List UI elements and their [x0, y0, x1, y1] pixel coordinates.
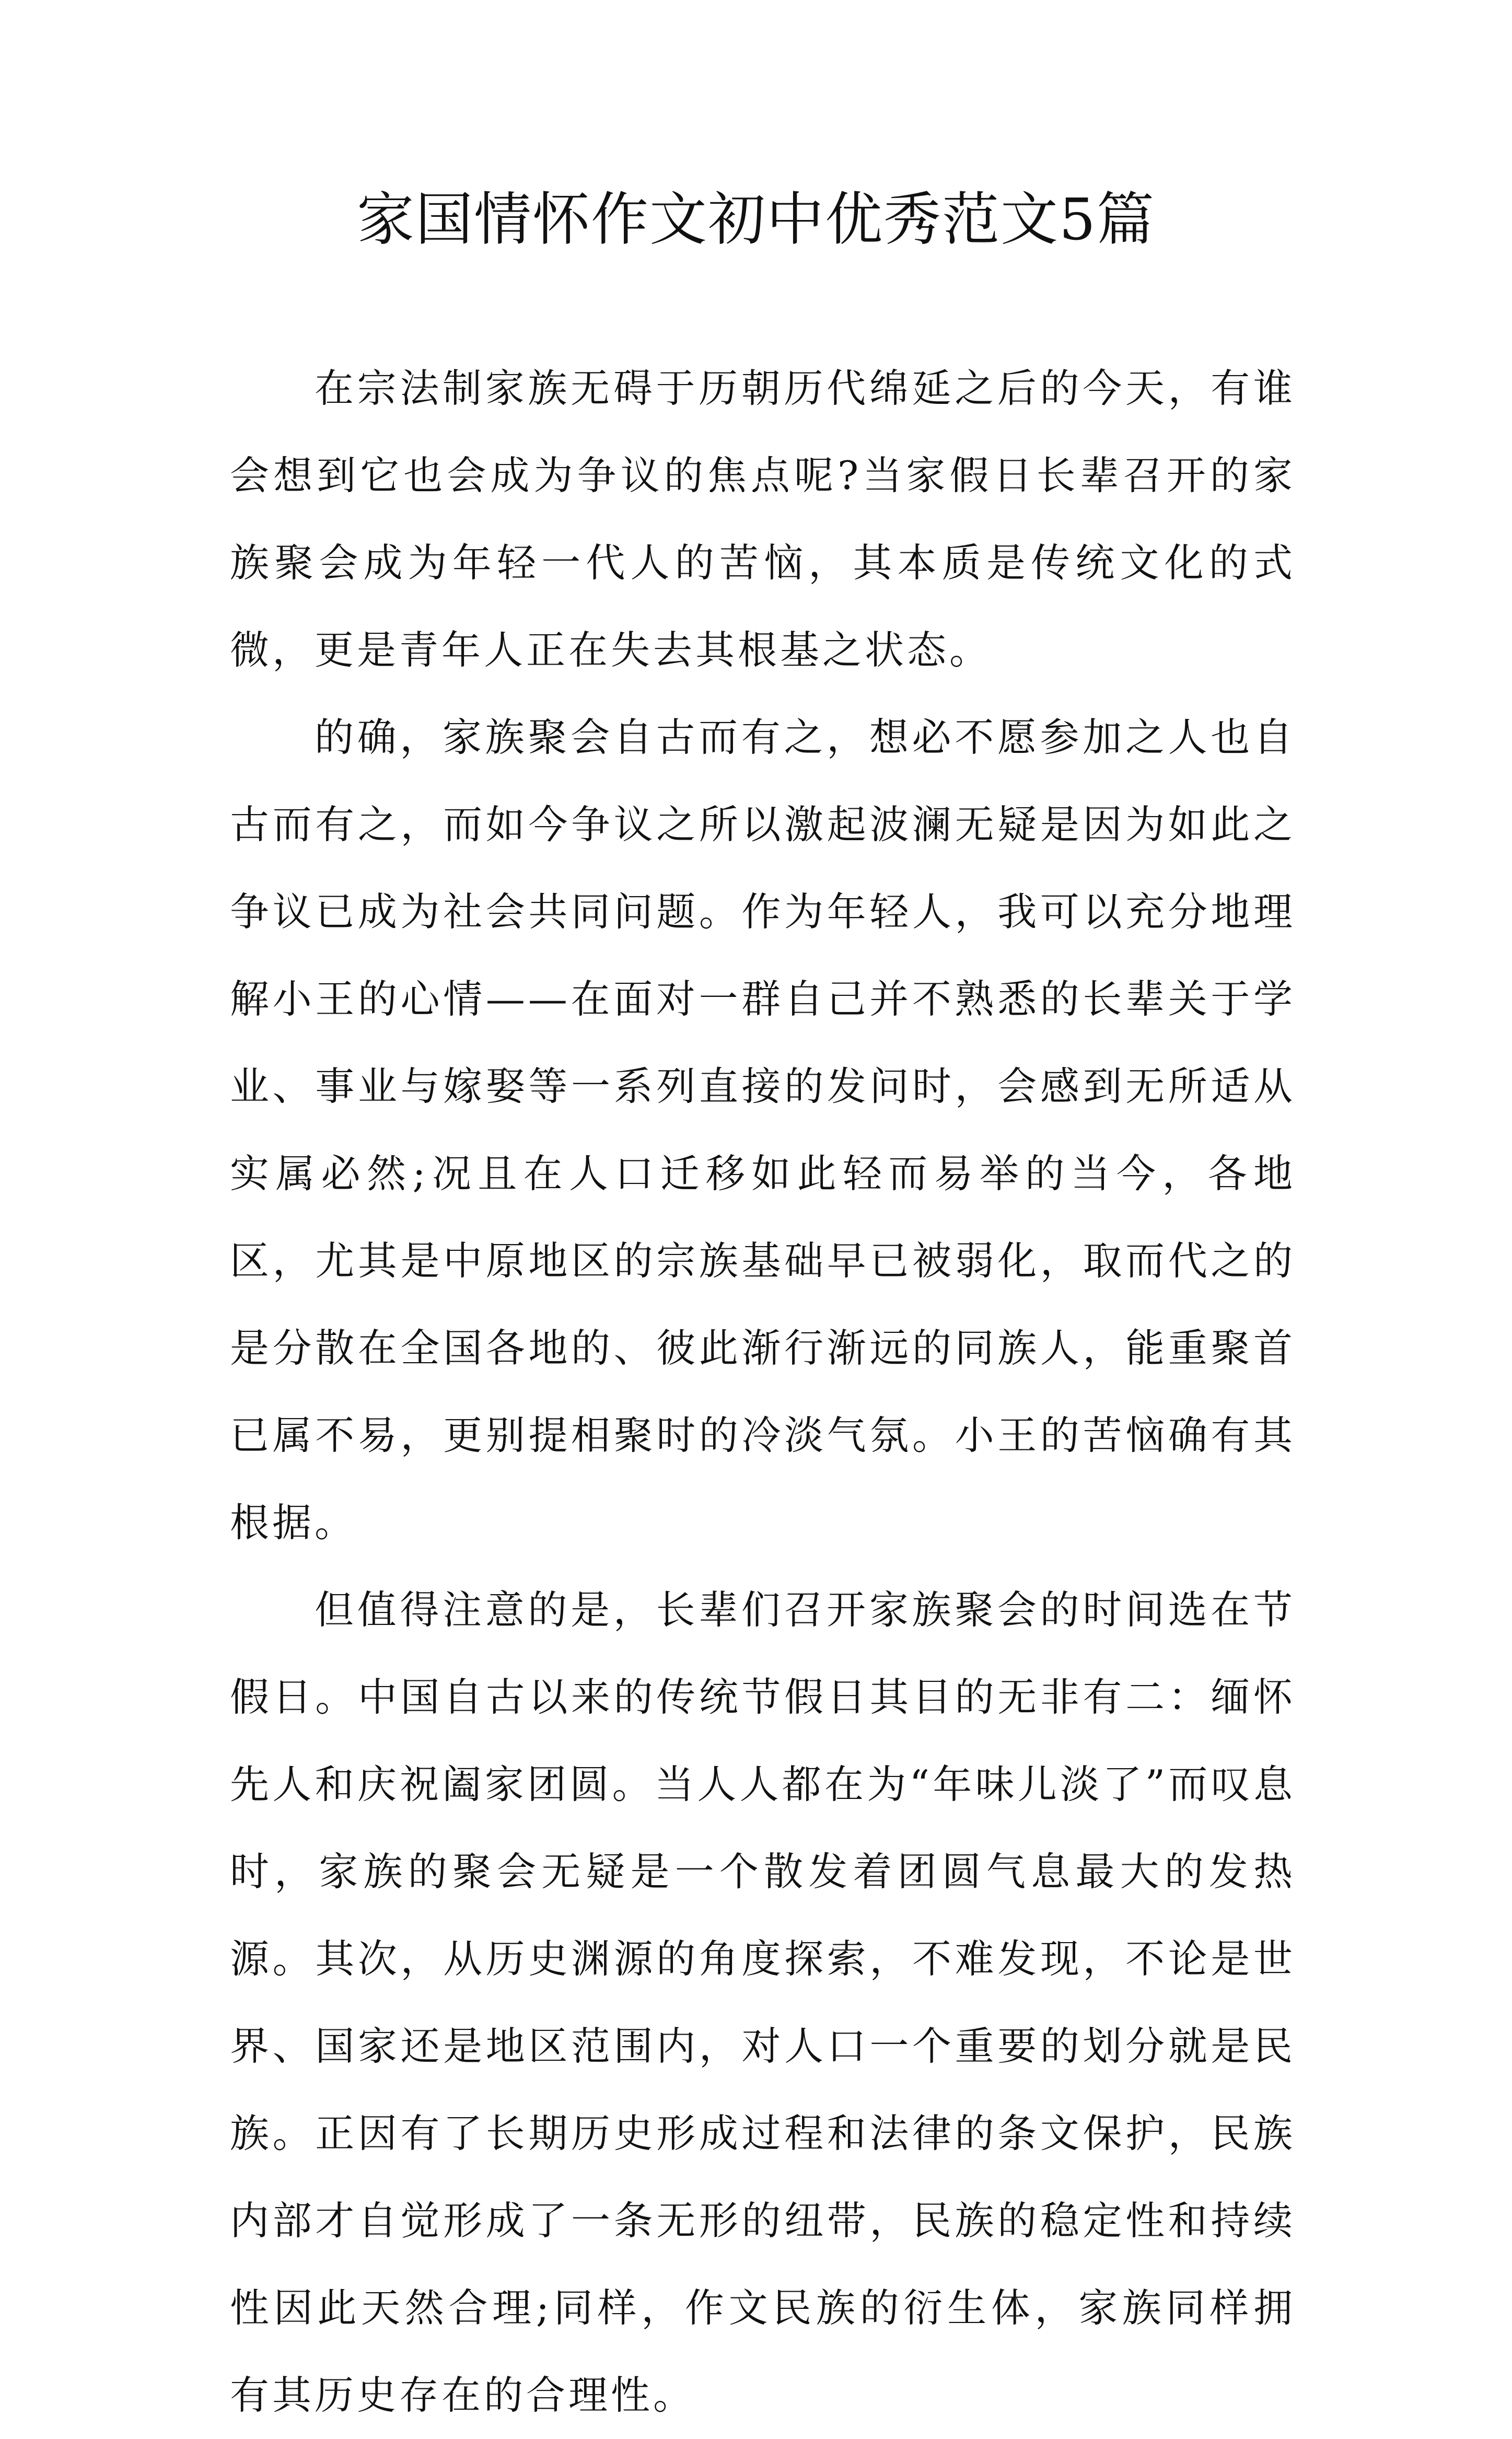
document-body	[230, 345, 1296, 2439]
paragraph-3: 但值得注意的是，长辈们召开家族聚会的时间选在节假日。中国自古以来的传统节假日其目的无非有二：缅怀先人和庆祝阖家团圆。当人人都在为“年味儿淡了”而叹息时，家族的聚会无疑是一个散发着团圆气息最大的发热源。其次，从历史渊源的角度探索，不难发现，不论是世界、国家还是地区范围内，对人口一个重要的划分就是民族。正因有了长期历史形成过程和法律的条文保护，民族内部才自觉形成了一条无形的纽带，民族的稳定性和持续性因此天然合理;同样，作文民族的衍生体，家族同样拥有其历史存在的合理性。	[230, 1587, 1296, 2418]
document-title: 家国情怀作文初中优秀范文5篇	[357, 186, 1155, 253]
paragraph-2: 的确，家族聚会自古而有之，想必不愿参加之人也自古而有之，而如今争议之所以激起波澜无疑是因为如此之争议已成为社会共同问题。作为年轻人，我可以充分地理解小王的心情——在面对一群自己并不熟悉的长辈关于学业、事业与嫁娶等一系列直接的发问时，会感到无所适从实属必然;况且在人口迁移如此轻而易举的当今，各地区，尤其是中原地区的宗族基础早已被弱化，取而代之的是分散在全国各地的、彼此渐行渐远的同族人，能重聚首已属不易，更别提相聚时的冷淡气氛。小王的苦恼确有其根据。	[230, 714, 1296, 1546]
paragraph-1: 在宗法制家族无碍于历朝历代绵延之后的今天，有谁会想到它也会成为争议的焦点呢?当家假日长辈召开的家族聚会成为年轻一代人的苦恼，其本质是传统文化的式微，更是青年人正在失去其根基之状态。	[230, 365, 1296, 673]
